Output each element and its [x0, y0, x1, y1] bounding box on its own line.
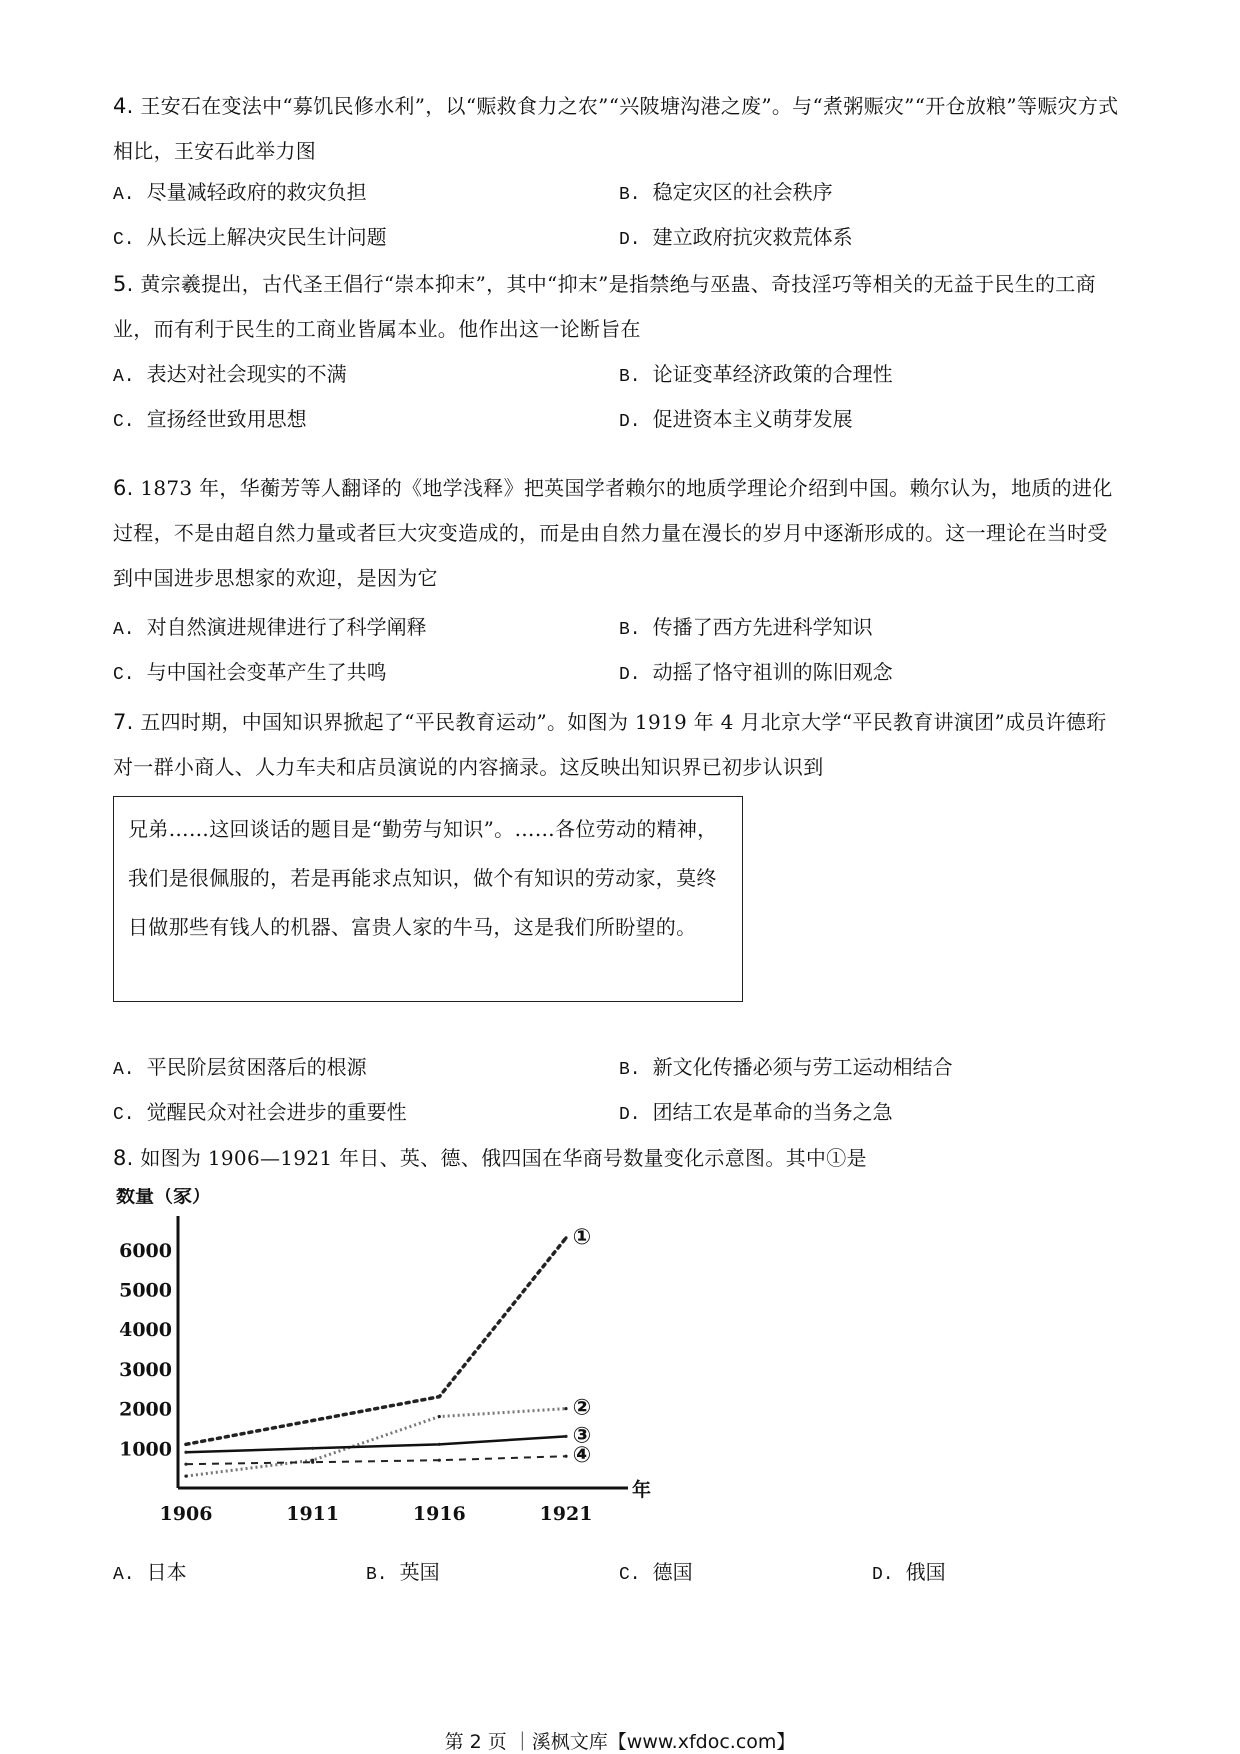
- series-2-point: [438, 1415, 441, 1418]
- question-number: 4.: [113, 94, 134, 118]
- line-chart: [108, 1188, 668, 1548]
- series-4-point: [564, 1455, 567, 1458]
- series-line-4: [186, 1456, 566, 1464]
- series-label: ②: [572, 1395, 592, 1421]
- y-tick-label: 4000: [119, 1319, 172, 1342]
- option-a[interactable]: A. 表达对社会现实的不满: [113, 362, 347, 387]
- question-8-options: [113, 1550, 1125, 1595]
- x-tick-label: 1921: [539, 1503, 593, 1525]
- question-8-stem: [113, 1136, 1125, 1181]
- y-tick-label: 1000: [119, 1438, 172, 1461]
- series-4-point: [184, 1463, 187, 1466]
- quote-text: 兄弟……这回谈话的题目是“勤劳与知识”。……各位劳动的精神，我们是很佩服的，若是再能求点知识，做个有知识的劳动家，莫终日做那些有钱人的机器、富贵人家的牛马，这是我们所盼望的。: [128, 817, 718, 939]
- question-number: 7.: [113, 710, 134, 734]
- option-a[interactable]: A. 平民阶层贫困落后的根源: [113, 1055, 367, 1080]
- option-c[interactable]: C. 从长远上解决灾民生计问题: [113, 225, 387, 250]
- series-2-point: [184, 1474, 187, 1477]
- y-tick-label: 3000: [119, 1358, 172, 1381]
- option-c[interactable]: C. 与中国社会变革产生了共鸣: [113, 660, 387, 685]
- y-axis-label: 数量（家）: [116, 1188, 212, 1207]
- question-5-options: [113, 352, 1125, 442]
- y-tick-label: 2000: [119, 1398, 172, 1421]
- series-4-point: [438, 1459, 441, 1462]
- question-text: 黄宗羲提出，古代圣王倡行“崇本抑末”，其中“抑末”是指禁绝与巫蛊、奇技淫巧等相关的无益于民生的工商业，而有利于民生的工商业皆属本业。他作出这一论断旨在: [113, 272, 1096, 341]
- question-6-stem: [113, 466, 1125, 601]
- question-number: 8.: [113, 1146, 134, 1170]
- series-line-2: [186, 1409, 566, 1476]
- y-tick-label: 5000: [119, 1279, 172, 1302]
- x-axis-label: 年: [632, 1479, 652, 1501]
- x-tick-label: 1906: [159, 1503, 213, 1525]
- question-number: 5.: [113, 272, 134, 296]
- series-1-point: [438, 1395, 441, 1398]
- option-b[interactable]: B. 传播了西方先进科学知识: [619, 615, 873, 640]
- series-3-point: [184, 1451, 187, 1454]
- series-1-point: [184, 1443, 187, 1446]
- series-label: ④: [572, 1443, 592, 1469]
- option-c[interactable]: C. 觉醒民众对社会进步的重要性: [113, 1100, 407, 1125]
- series-label: ③: [572, 1423, 592, 1449]
- option-d[interactable]: D. 建立政府抗灾救荒体系: [619, 225, 853, 250]
- question-text: 王安石在变法中“募饥民修水利”，以“赈救食力之农”“兴陂塘沟港之废”。与“煮粥赈灾”“开仓放粮”等赈灾方式相比，王安石此举力图: [113, 94, 1119, 163]
- chart: [108, 1188, 668, 1548]
- option-c[interactable]: C. 德国: [619, 1560, 693, 1585]
- series-2-point: [564, 1407, 567, 1410]
- question-4-options: [113, 170, 1125, 260]
- series-1-point: [564, 1236, 567, 1239]
- series-3-point: [564, 1435, 567, 1438]
- option-b[interactable]: B. 新文化传播必须与劳工运动相结合: [619, 1055, 953, 1080]
- question-7-stem: [113, 700, 1125, 790]
- option-a[interactable]: A. 日本: [113, 1560, 187, 1585]
- option-d[interactable]: D. 团结工农是革命的当务之急: [619, 1100, 893, 1125]
- x-tick-label: 1916: [412, 1503, 466, 1525]
- x-tick-label: 1911: [286, 1503, 340, 1525]
- option-d[interactable]: D. 促进资本主义萌芽发展: [619, 407, 853, 432]
- question-5-stem: [113, 262, 1125, 352]
- page-footer: 第 2 页 ｜溪枫文库【www.xfdoc.com】: [444, 1731, 796, 1753]
- question-7-options: [113, 1045, 1125, 1135]
- option-d[interactable]: D. 俄国: [872, 1560, 946, 1585]
- question-text: 五四时期，中国知识界掀起了“平民教育运动”。如图为 1919 年 4 月北京大学“平民教育讲演团”成员许德珩对一群小商人、人力车夫和店员演说的内容摘录。这反映出知识界已初步认识到: [113, 710, 1107, 779]
- question-text: 如图为 1906—1921 年日、英、德、俄四国在华商号数量变化示意图。其中①是: [140, 1146, 867, 1170]
- quote-box: [113, 796, 743, 1002]
- question-number: 6.: [113, 476, 134, 500]
- option-b[interactable]: B. 稳定灾区的社会秩序: [619, 180, 833, 205]
- series-label: ①: [572, 1224, 592, 1250]
- y-tick-label: 6000: [119, 1239, 172, 1262]
- question-4-stem: [113, 84, 1125, 174]
- question-6-options: [113, 605, 1125, 695]
- option-a[interactable]: A. 对自然演进规律进行了科学阐释: [113, 615, 427, 640]
- question-text: 1873 年，华蘅芳等人翻译的《地学浅释》把英国学者赖尔的地质学理论介绍到中国。赖尔认为，地质的进化过程，不是由超自然力量或者巨大灾变造成的，而是由自然力量在漫长的岁月中逐渐形成的。这一理论在当时受到中国进步思想家的欢迎，是因为它: [113, 476, 1113, 590]
- series-line-3: [186, 1436, 566, 1452]
- series-1-point: [311, 1419, 314, 1422]
- option-d[interactable]: D. 动摇了恪守祖训的陈旧观念: [619, 660, 893, 685]
- option-c[interactable]: C. 宣扬经世致用思想: [113, 407, 307, 432]
- option-a[interactable]: A. 尽量减轻政府的救灾负担: [113, 180, 367, 205]
- series-3-point: [311, 1447, 314, 1450]
- option-b[interactable]: B. 英国: [366, 1560, 440, 1585]
- series-4-point: [311, 1461, 314, 1464]
- series-3-point: [438, 1443, 441, 1446]
- option-b[interactable]: B. 论证变革经济政策的合理性: [619, 362, 893, 387]
